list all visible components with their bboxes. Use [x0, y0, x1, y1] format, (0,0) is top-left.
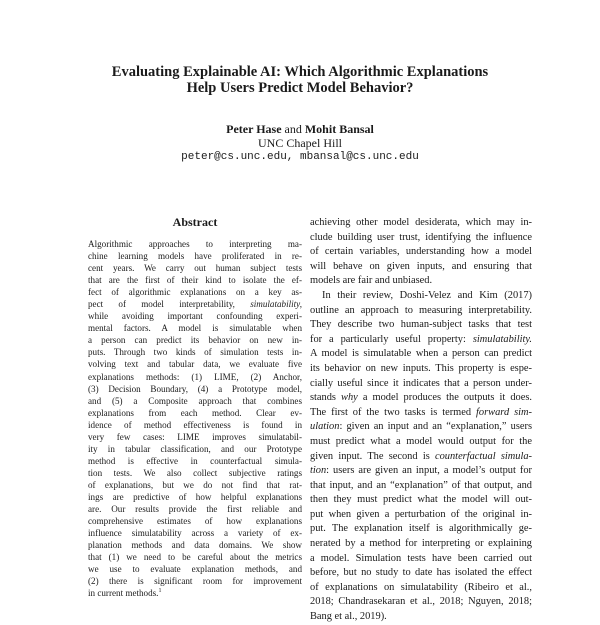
body-line: of explanations on simulatability (Ribeiro et al., — [310, 581, 532, 593]
paper-title — [60, 64, 540, 96]
abstract-line: a person can predict its behavior on new in- — [88, 335, 302, 346]
body-line: models are fair and unbiased. — [310, 275, 433, 287]
body-line — [310, 406, 532, 421]
body-line-text: : given an input and an “explanation,” users — [339, 421, 532, 433]
emphasis-simulatability: simulatability. — [472, 333, 532, 345]
body-line: clude building user trust, identifying the influence — [310, 231, 532, 243]
affiliation: UNC Chapel Hill — [258, 136, 342, 150]
body-line-text: given input. The second is — [310, 450, 435, 462]
body-line: before, but no study to date has isolated the effect — [310, 567, 532, 579]
body-line-text: The first of the two tasks is termed — [310, 406, 477, 418]
emphasis-counterfactual-simulation: counterfactual simula- — [434, 450, 532, 462]
body-line: cially useful since it indicates that a person under- — [310, 377, 532, 389]
abstract-line: Algorithmic approaches to interpreting ma- — [88, 239, 302, 249]
body-line: its behavior on new inputs. This property is espe- — [310, 362, 532, 374]
abstract-line: puts. Through two kinds of simulation tests in- — [88, 347, 302, 358]
body-line: put when given a perturbation of the original in- — [310, 508, 532, 520]
title-line-2: Help Users Predict Model Behavior? — [186, 80, 414, 96]
body-line: achieving other model desiderata, which may in- — [310, 217, 532, 228]
abstract-line: that are the first of their kind to isolate the ef- — [88, 275, 302, 286]
abstract-line: cent years. We carry out human subject tests — [88, 263, 302, 274]
body-line: In their review, Doshi-Velez and Kim (2017) — [322, 289, 532, 301]
body-line: outline an approach to measuring interpretability. — [310, 304, 532, 316]
body-line — [310, 450, 532, 465]
body-line: will behave on given inputs, and ensuring that — [310, 260, 532, 272]
abstract-line: that (1) we need to be careful about the metrics — [88, 552, 302, 563]
body-line: of certain variables, understanding how a model — [310, 246, 532, 258]
abstract-line: method is effective in counterfactual simula- — [88, 455, 302, 466]
abstract-line: explanations from each method. Clear ev- — [88, 407, 302, 418]
body-line: They describe two human-subject tasks that test — [310, 319, 532, 331]
abstract-line: ity in tabular classification, and our Prototype — [88, 443, 302, 454]
body-line: a model. Simulation tests have been carried out — [310, 552, 532, 564]
abstract-line: comprehensive estimates of how explanations — [88, 516, 302, 527]
abstract-line: very few cases: LIME improves simulatabil- — [88, 431, 302, 442]
abstract-line-text: pect of model interpretability, — [88, 299, 251, 310]
emphasis-simulatability: simulatability, — [250, 299, 302, 310]
body-line — [310, 420, 532, 435]
abstract-line: ings are predictive of how helpful explanations — [88, 491, 302, 502]
abstract-heading: Abstract — [172, 215, 218, 229]
body-line — [310, 333, 532, 348]
emphasis-counterfactual-simulation-cont: tion — [310, 465, 327, 477]
abstract-line-text: in current methods. — [88, 588, 159, 599]
body-line-text: stands — [310, 392, 342, 404]
abstract-line — [88, 587, 302, 599]
body-line — [310, 391, 532, 406]
footnote-mark: 1 — [158, 588, 162, 595]
abstract-line: mental factors. A model is simulatable when — [88, 323, 302, 334]
emphasis-forward-simulation: forward sim- — [476, 406, 532, 418]
abstract-line: planation methods and data domains. We show — [88, 540, 302, 551]
body-line-text: : users are given an input, a model’s output for — [326, 465, 532, 477]
abstract-line: and (5) a Composite approach that combines — [88, 395, 302, 406]
abstract-body — [88, 238, 302, 599]
emphasis-forward-simulation-cont: ulation — [310, 421, 340, 433]
abstract-line: while avoiding important confounding experi- — [88, 311, 302, 322]
body-line: then they must predict what the model will out- — [310, 494, 532, 506]
author-peter-hase: Peter Hase — [226, 122, 282, 136]
body-line-text: a model produces the outputs it does. — [357, 392, 532, 404]
body-line: 2018; Chandrasekaran et al., 2018; Nguyen, 2018; — [310, 596, 532, 608]
title-line-1: Evaluating Explainable AI: Which Algorithmic Explanations — [111, 64, 489, 80]
body-line: that input, and an “explanation” of that output, and — [310, 479, 532, 491]
abstract-line: we use to evaluate explanation methods, and — [88, 564, 302, 575]
abstract-line: of explanations, but we do not find that rat- — [88, 479, 302, 490]
author-mohit-bansal: Mohit Bansal — [304, 122, 374, 136]
abstract-line: (3) Decision Boundary, (4) a Prototype model, — [88, 383, 302, 394]
author-emails: peter@cs.unc.edu, mbansal@cs.unc.edu — [181, 151, 419, 163]
body-line: A model is simulatable when a person can predict — [310, 348, 532, 360]
abstract-line: tion tests. We also collect subjective ratings — [88, 467, 302, 478]
author-and: and — [284, 122, 302, 136]
body-line: Bang et al., 2019). — [310, 611, 387, 623]
abstract-line: volving text and tabular data, we evaluate five — [88, 359, 302, 370]
body-line: nerated by a method for interpreting or explaining — [310, 538, 532, 550]
abstract-line: chine learning models have proliferated in re- — [88, 251, 302, 262]
body-line: must predict what a model would output for the — [310, 435, 532, 447]
abstract-line: influence simulatability across a variety of ex- — [88, 528, 302, 539]
abstract-line: idence of method effectiveness is found in — [88, 419, 302, 430]
author-line — [60, 122, 540, 136]
body-line-text: for a particularly useful property: — [310, 333, 473, 345]
body-line — [310, 464, 532, 479]
body-line: put. The explanation itself is algorithmically ge- — [310, 523, 532, 535]
abstract-line: fect of algorithmic explanations on a key as- — [88, 287, 302, 298]
abstract-line: are. Our results provide the first reliable and — [88, 504, 302, 515]
intro-body — [310, 216, 532, 625]
abstract-line: (2) there is significant room for improvement — [88, 576, 302, 587]
emphasis-why: why — [341, 392, 358, 404]
abstract-line — [88, 298, 302, 310]
abstract-line: explanations methods: (1) LIME, (2) Anchor, — [88, 371, 302, 382]
